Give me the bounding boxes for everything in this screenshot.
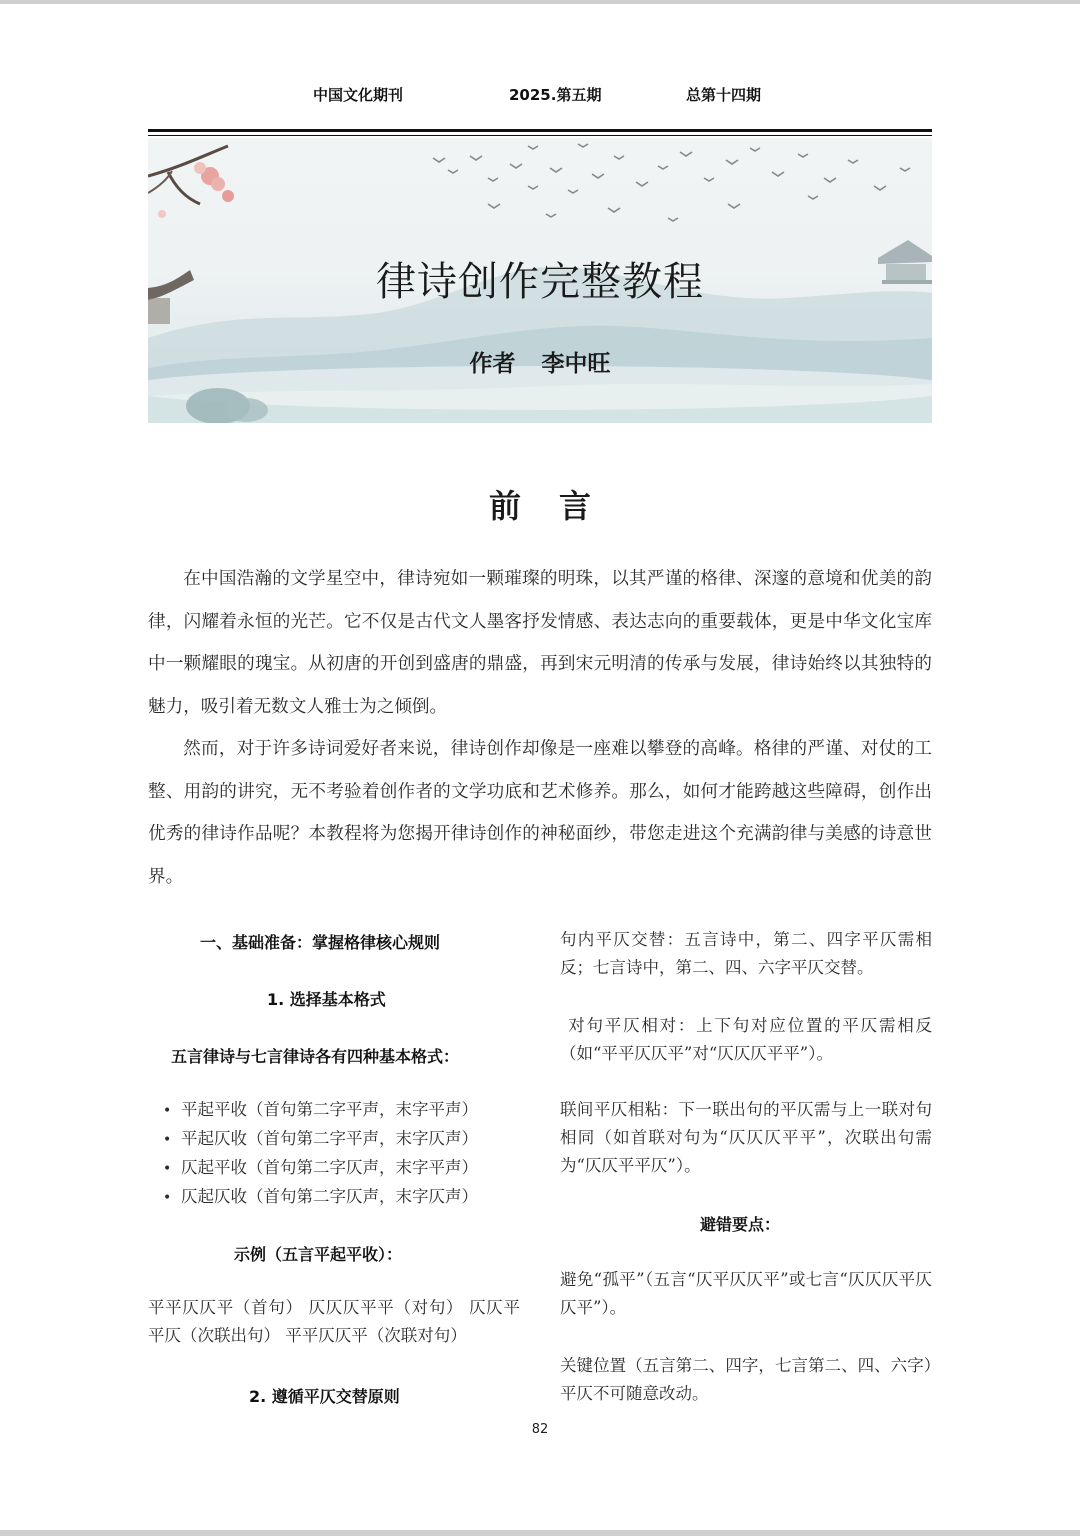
article-author	[148, 345, 932, 378]
list-item: • 平起仄收（首句第二字平声，末字仄声）	[163, 1125, 478, 1154]
preface-heading: 前言	[488, 487, 629, 525]
author-label: 作者	[469, 351, 516, 377]
list-item: • 平起平收（首句第二字平声，末字平声）	[163, 1096, 478, 1125]
header-rule-thin	[148, 135, 932, 136]
header-rule-thick	[148, 129, 932, 132]
subsection-heading: 1. 选择基本格式	[267, 990, 386, 1009]
article-title: 律诗创作完整教程	[376, 259, 704, 305]
preface-paragraph: 在中国浩瀚的文学星空中，律诗宛如一颗璀璨的明珠，以其严谨的格律、深邃的意境和优美的韵律，闪耀着永恒的光芒。它不仅是古代文人墨客抒发情感、表达志向的重要载体，更是中华文化宝库中一颗耀眼的瑰宝。从初唐的开创到盛唐的鼎盛，再到宋元明清的传承与发展，律诗始终以其独特的魅力，吸引着无数文人雅士为之倾倒。	[148, 569, 932, 718]
journal-name: 中国文化期刊	[313, 86, 404, 104]
bullet-icon: •	[163, 1190, 172, 1206]
list-item: • 仄起仄收（首句第二字仄声，末字仄声）	[163, 1183, 478, 1212]
bullet-icon: •	[163, 1103, 172, 1119]
rule-text: 联间平仄相粘：下一联出句的平仄需与上一联对句相同（如首联对句为“仄仄仄平平”，次联出句需为“仄仄平平仄”）。	[560, 1100, 932, 1175]
total-issue-number: 总第十四期	[686, 86, 762, 104]
avoid-text: 避免“孤平”（五言“仄平仄仄平”或七言“仄仄仄平仄仄平”）。	[560, 1270, 932, 1317]
format-list	[163, 1096, 478, 1212]
rule-text: 对句平仄相对：上下句对应位置的平仄需相反（如“平平仄仄平”对“仄仄仄平平”）。	[560, 1016, 932, 1063]
list-item: • 仄起平收（首句第二字仄声，末字平声）	[163, 1154, 478, 1183]
journal-header	[0, 84, 1080, 108]
formats-heading: 五言律诗与七言律诗各有四种基本格式：	[171, 1047, 460, 1066]
rule-text: 句内平仄交替：五言诗中，第二、四字平仄需相反；七言诗中，第二、四、六字平仄交替。	[560, 930, 932, 977]
title-banner	[148, 138, 932, 423]
avoid-text: 关键位置（五言第二、四字，七言第二、四、六字）平仄不可随意改动。	[560, 1356, 932, 1403]
bullet-icon: •	[163, 1132, 172, 1148]
subsection-heading: 2. 遵循平仄交替原则	[249, 1387, 400, 1406]
preface-paragraph: 然而，对于许多诗词爱好者来说，律诗创作却像是一座难以攀登的高峰。格律的严谨、对仗的工整、用韵的讲究，无不考验着创作者的文学功底和艺术修养。那么，如何才能跨越这些障碍，创作出优秀的律诗作品呢？本教程将为您揭开律诗创作的神秘面纱，带您走进这个充满韵律与美感的诗意世界。	[148, 739, 932, 888]
avoid-heading: 避错要点：	[700, 1215, 781, 1234]
page-bottom-border	[0, 1530, 1080, 1536]
author-name: 李中旺	[541, 351, 611, 377]
example-heading: 示例（五言平起平收）：	[234, 1245, 403, 1264]
page-number: 82	[531, 1422, 549, 1437]
bullet-icon: •	[163, 1161, 172, 1177]
section-heading: 一、基础准备：掌握格律核心规则	[200, 933, 441, 952]
example-text: 平平仄仄平（首句） 仄仄仄平平（对句） 仄仄平平仄（次联出句） 平平仄仄平（次联对句）	[148, 1298, 520, 1345]
issue-number: 2025.第五期	[509, 86, 602, 104]
page-top-border	[0, 0, 1080, 4]
